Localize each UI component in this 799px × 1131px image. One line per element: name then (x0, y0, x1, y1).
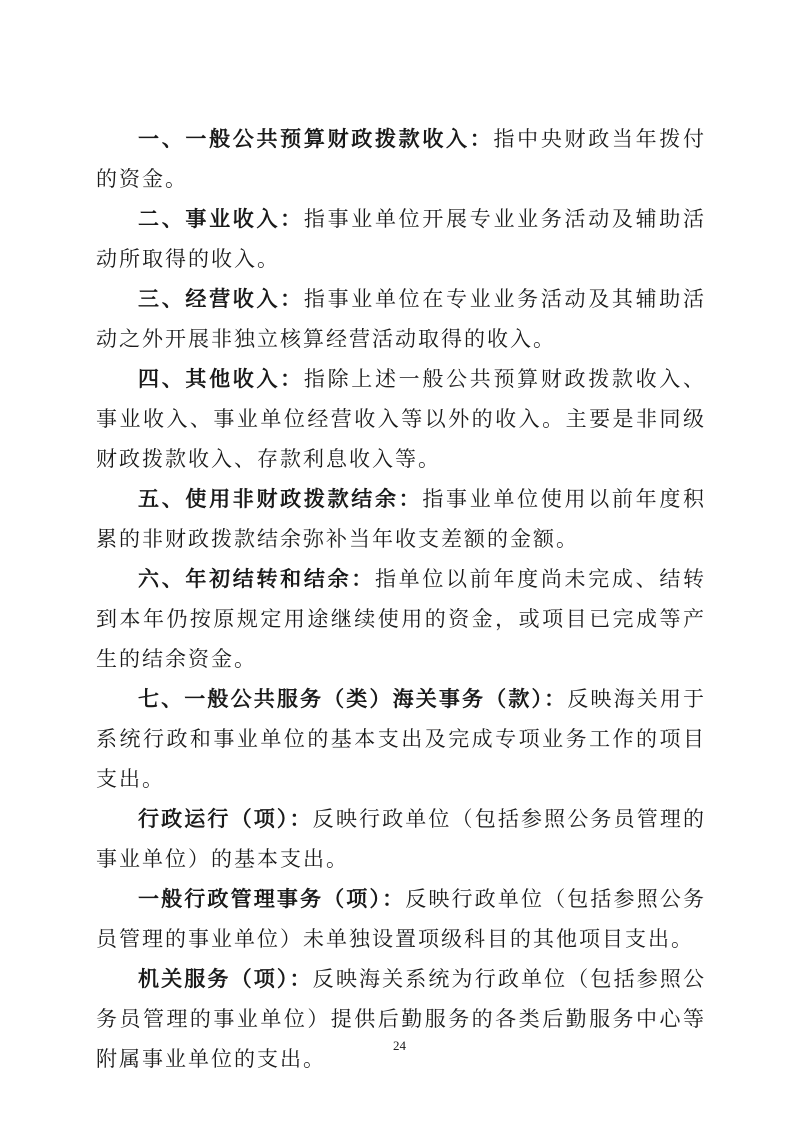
definition-6: 指单位以前年度尚未完成、结转到本年仍按原规定用途继续使用的资金，或项目已完成等产生的结余资金。 (96, 567, 707, 671)
term-9: 一般行政管理事务（项）： (138, 887, 406, 911)
paragraph-8 (96, 799, 706, 879)
paragraph-3 (96, 279, 706, 359)
term-10: 机关服务（项）： (138, 967, 313, 991)
definition-7: 反映海关用于系统行政和事业单位的基本支出及完成专项业务工作的项目支出。 (96, 687, 707, 791)
term-3: 三、经营收入： (138, 287, 304, 311)
definition-4: 指除上述一般公共预算财政拨款收入、事业收入、事业单位经营收入等以外的收入。主要是非同级财政拨款收入、存款利息收入等。 (96, 367, 707, 471)
document-body (96, 119, 706, 1079)
term-5: 五、使用非财政拨款结余： (138, 487, 423, 511)
term-7: 七、一般公共服务（类）海关事务（款）： (138, 687, 568, 711)
term-2: 二、事业收入： (138, 207, 304, 231)
paragraph-10 (96, 959, 706, 1079)
definition-9: 反映行政单位（包括参照公务员管理的事业单位）未单独设置项级科目的其他项目支出。 (96, 887, 706, 951)
paragraph-6 (96, 559, 706, 679)
definition-8: 反映行政单位（包括参照公务员管理的事业单位）的基本支出。 (96, 807, 707, 871)
paragraph-1 (96, 119, 706, 199)
paragraph-2 (96, 199, 706, 279)
term-8: 行政运行（项）： (138, 807, 313, 831)
definition-1: 指中央财政当年拨付的资金。 (96, 127, 707, 191)
paragraph-4 (96, 359, 706, 479)
term-1: 一、一般公共预算财政拨款收入： (138, 127, 494, 151)
definition-5: 指事业单位使用以前年度积累的非财政拨款结余弥补当年收支差额的金额。 (96, 487, 707, 551)
definition-2: 指事业单位开展专业业务活动及辅助活动所取得的收入。 (96, 207, 707, 271)
definition-10: 反映海关系统为行政单位（包括参照公务员管理的事业单位）提供后勤服务的各类后勤服务中心等附属事业单位的支出。 (96, 967, 707, 1071)
paragraph-5 (96, 479, 706, 559)
paragraph-7 (96, 679, 706, 799)
definition-3: 指事业单位在专业业务活动及其辅助活动之外开展非独立核算经营活动取得的收入。 (96, 287, 707, 351)
paragraph-9 (96, 879, 706, 959)
page-number: 24 (393, 1038, 406, 1053)
term-4: 四、其他收入： (138, 367, 304, 391)
term-6: 六、年初结转和结余： (138, 567, 375, 591)
